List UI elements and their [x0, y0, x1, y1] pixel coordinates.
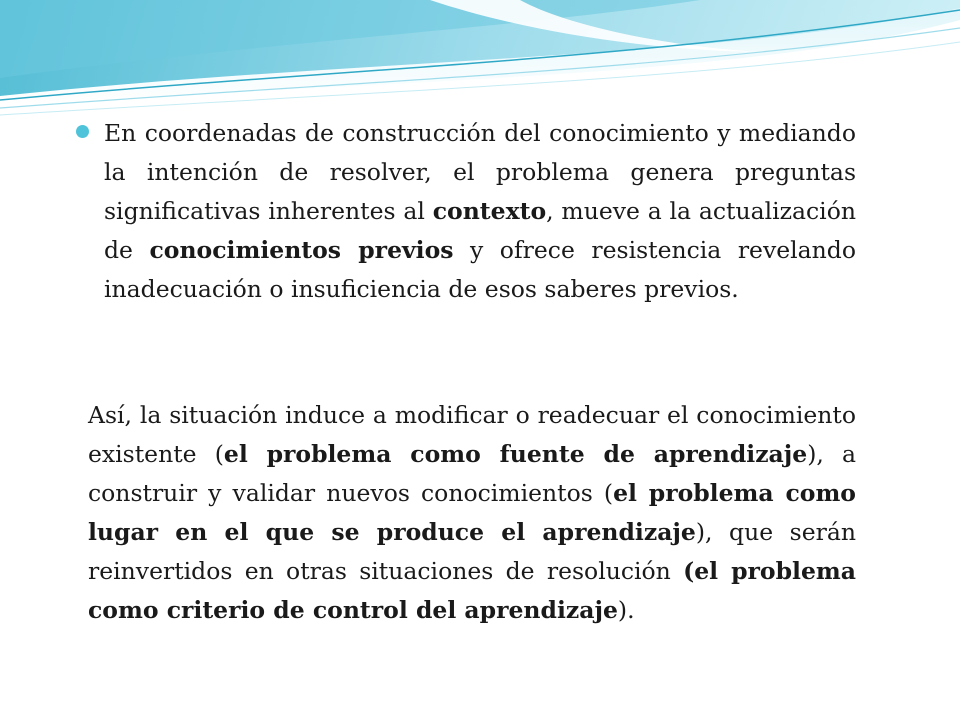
text-segment: En coordenadas de construcción del conocimiento y mediando la intención de resolver, el problema genera preguntas significativas inherentes al	[104, 119, 856, 225]
text-segment: y ofrece resistencia revelando inadecuación o insuficiencia de esos saberes previos.	[104, 236, 856, 303]
bold-segment-conocimientos-previos: conocimientos previos	[149, 236, 454, 264]
bullet-text	[104, 114, 856, 309]
bullet-dot-icon	[76, 125, 89, 138]
bold-segment-criterio: (el problema como criterio de control del aprendizaje	[88, 557, 856, 624]
body-paragraph	[88, 396, 856, 630]
paragraph-text	[88, 396, 856, 630]
text-segment: ).	[617, 596, 635, 624]
text-segment: Así, la situación induce a modificar o readecuar el conocimiento existente (	[88, 401, 856, 468]
text-segment: ), que serán reinvertidos en otras situaciones de resolución	[88, 518, 856, 585]
text-segment: ), a construir y validar nuevos conocimientos (	[88, 440, 856, 507]
bullet-item	[76, 114, 856, 309]
text-segment: , mueve a la actualización de	[104, 197, 856, 264]
bold-segment-contexto: contexto	[432, 197, 547, 225]
bold-segment-fuente: el problema como fuente de aprendizaje	[223, 440, 808, 468]
bold-segment-lugar: el problema como lugar en el que se produce el aprendizaje	[88, 479, 856, 546]
header-wave-decoration	[0, 0, 960, 130]
